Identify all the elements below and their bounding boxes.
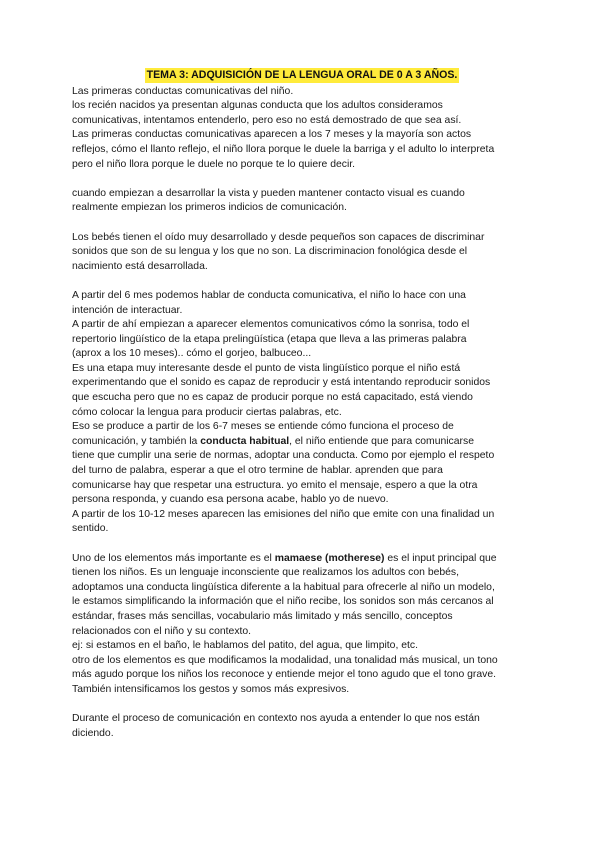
text-segment: Las primeras conductas comunicativas aparecen a los 7 meses y la mayoría son actos [72, 129, 472, 141]
text-line [72, 391, 532, 406]
text-segment: comunicativas, intentamos entenderlo, pero eso no está demostrado de que sea así. [72, 114, 462, 126]
blank-line [72, 216, 532, 231]
text-line [72, 449, 532, 464]
bold-term: mamaese (motherese) [274, 552, 385, 564]
text-line [72, 187, 532, 202]
text-segment: adoptamos una conducta lingüística diferente a la habitual para ofrecerle al niño un modelo, [72, 581, 495, 593]
text-segment: del turno de palabra, esperar a que el otro termine de hablar. aprenden que para [72, 465, 443, 477]
text-segment: También intensificamos los gestos y somos más expresivos. [72, 683, 350, 695]
text-line [72, 347, 532, 362]
blank-line [72, 537, 532, 552]
text-line [72, 435, 532, 450]
text-segment: Los bebés tienen el oído muy desarrollado y desde pequeños son capaces de discriminar [72, 231, 485, 243]
text-line [72, 727, 532, 742]
text-line [72, 114, 532, 129]
text-line [72, 128, 532, 143]
text-segment: A partir de ahí empiezan a aparecer elementos comunicativos cómo la sonrisa, todo el [72, 319, 470, 331]
text-line [72, 406, 532, 421]
text-line [72, 566, 532, 581]
bold-term: conducta habitual [200, 435, 290, 447]
text-line [72, 376, 532, 391]
document-title: TEMA 3: ADQUISICIÓN DE LA LENGUA ORAL DE 0 A 3 AÑOS. [146, 69, 458, 81]
text-segment: Uno de los elementos más importante es el [72, 552, 275, 564]
document-body [72, 68, 532, 741]
text-segment: más agudo porque los niños los reconoce y entiende mejor el tono agudo que el tono grave. [72, 669, 496, 681]
text-segment: Es una etapa muy interesante desde el punto de vista lingüístico porque el niño está [72, 362, 461, 374]
text-line [72, 464, 532, 479]
text-line [72, 362, 532, 377]
text-segment: A partir de los 10-12 meses aparecen las emisiones del niño que emite con una finalidad un [72, 508, 495, 520]
text-line [72, 625, 532, 640]
text-line [72, 581, 532, 596]
text-line [72, 158, 532, 173]
text-line [72, 552, 532, 567]
text-line [72, 245, 532, 260]
text-segment: cómo colocar la lengua para producir ciertas palabras, etc. [72, 406, 342, 418]
text-segment: reflejos, cómo el llanto reflejo, el niño llora porque le duele la barriga y el adulto lo interpreta [72, 143, 495, 155]
text-line [72, 231, 532, 246]
text-line [72, 508, 532, 523]
text-line [72, 420, 532, 435]
text-segment: repertorio lingüístico de la etapa prelingüística (etapa que lleva a las primeras palabra [72, 333, 467, 345]
text-line [72, 85, 532, 100]
text-segment: experimentando que el sonido es capaz de reproducir y está intentando reproducir sonidos [72, 377, 491, 389]
text-lines [72, 85, 532, 742]
text-line [72, 639, 532, 654]
text-line [72, 595, 532, 610]
text-segment: tiene que cumplir una serie de normas, adoptar una conducta. Como por ejemplo el respeto [72, 450, 495, 462]
text-line [72, 479, 532, 494]
text-segment: cuando empiezan a desarrollar la vista y pueden mantener contacto visual es cuando [72, 187, 465, 199]
text-segment: otro de los elementos es que modificamos la modalidad, una tonalidad más musical, un tono [72, 654, 498, 666]
text-segment: (aprox a los 10 meses).. cómo el gorjeo, balbuceo... [72, 348, 312, 360]
text-segment: Las primeras conductas comunicativas del niño. [72, 85, 294, 97]
text-segment: que escucha pero que no es capaz de producir porque no está capacitado, está viendo [72, 392, 473, 404]
text-segment: diciendo. [72, 727, 114, 739]
text-segment: es el input principal que [384, 552, 497, 564]
text-segment: le estamos simplificando la información que el niño recibe, los sonidos son más cercanos al [72, 596, 494, 608]
text-line [72, 333, 532, 348]
text-segment: A partir del 6 mes podemos hablar de conducta comunicativa, el niño lo hace con una [72, 289, 466, 301]
text-segment: tienen los niños. Es un lenguaje inconsciente que realizamos los adultos con bebés, [72, 567, 460, 579]
blank-line [72, 172, 532, 187]
text-segment: intención de interactuar. [72, 304, 183, 316]
text-segment: sonidos que son de su lengua y los que no son. La discriminacion fonológica desde el [72, 246, 468, 258]
text-segment: relacionados con el niño y su contexto. [72, 625, 252, 637]
text-segment: los recién nacidos ya presentan algunas conducta que los adultos consideramos [72, 100, 443, 112]
text-segment: , el niño entiende que para comunicarse [289, 435, 474, 447]
text-segment: estándar, frases más sencillas, vocabulario más limitado y más sencillo, conceptos [72, 610, 453, 622]
text-segment: realmente empiezan los primeros indicios de comunicación. [72, 202, 347, 214]
text-segment: sentido. [72, 523, 109, 535]
blank-line [72, 274, 532, 289]
text-line [72, 712, 532, 727]
text-line [72, 304, 532, 319]
text-line [72, 260, 532, 275]
text-line [72, 522, 532, 537]
text-line [72, 201, 532, 216]
text-line [72, 654, 532, 669]
text-segment: nacimiento está desarrollada. [72, 260, 208, 272]
text-line [72, 683, 532, 698]
text-segment: Durante el proceso de comunicación en contexto nos ayuda a entender lo que nos están [72, 713, 480, 725]
text-line [72, 289, 532, 304]
text-line [72, 99, 532, 114]
text-segment: ej: si estamos en el baño, le hablamos del patito, del agua, que limpito, etc. [72, 640, 418, 652]
text-line [72, 493, 532, 508]
text-line [72, 610, 532, 625]
text-segment: persona responda, y cuando esa persona acabe, hablo yo de nuevo. [72, 494, 389, 506]
title-wrap [72, 68, 532, 84]
text-line [72, 318, 532, 333]
text-segment: comunicarse hay que respetar una estructura. yo emito el mensaje, espero a que la otra [72, 479, 478, 491]
blank-line [72, 698, 532, 713]
text-segment: pero el niño llora porque le duele no porque te lo quiere decir. [72, 158, 356, 170]
text-line [72, 143, 532, 158]
text-segment: comunicación, y también la [72, 435, 201, 447]
text-segment: Eso se produce a partir de los 6-7 meses se entiende cómo funciona el proceso de [72, 421, 454, 433]
text-line [72, 668, 532, 683]
